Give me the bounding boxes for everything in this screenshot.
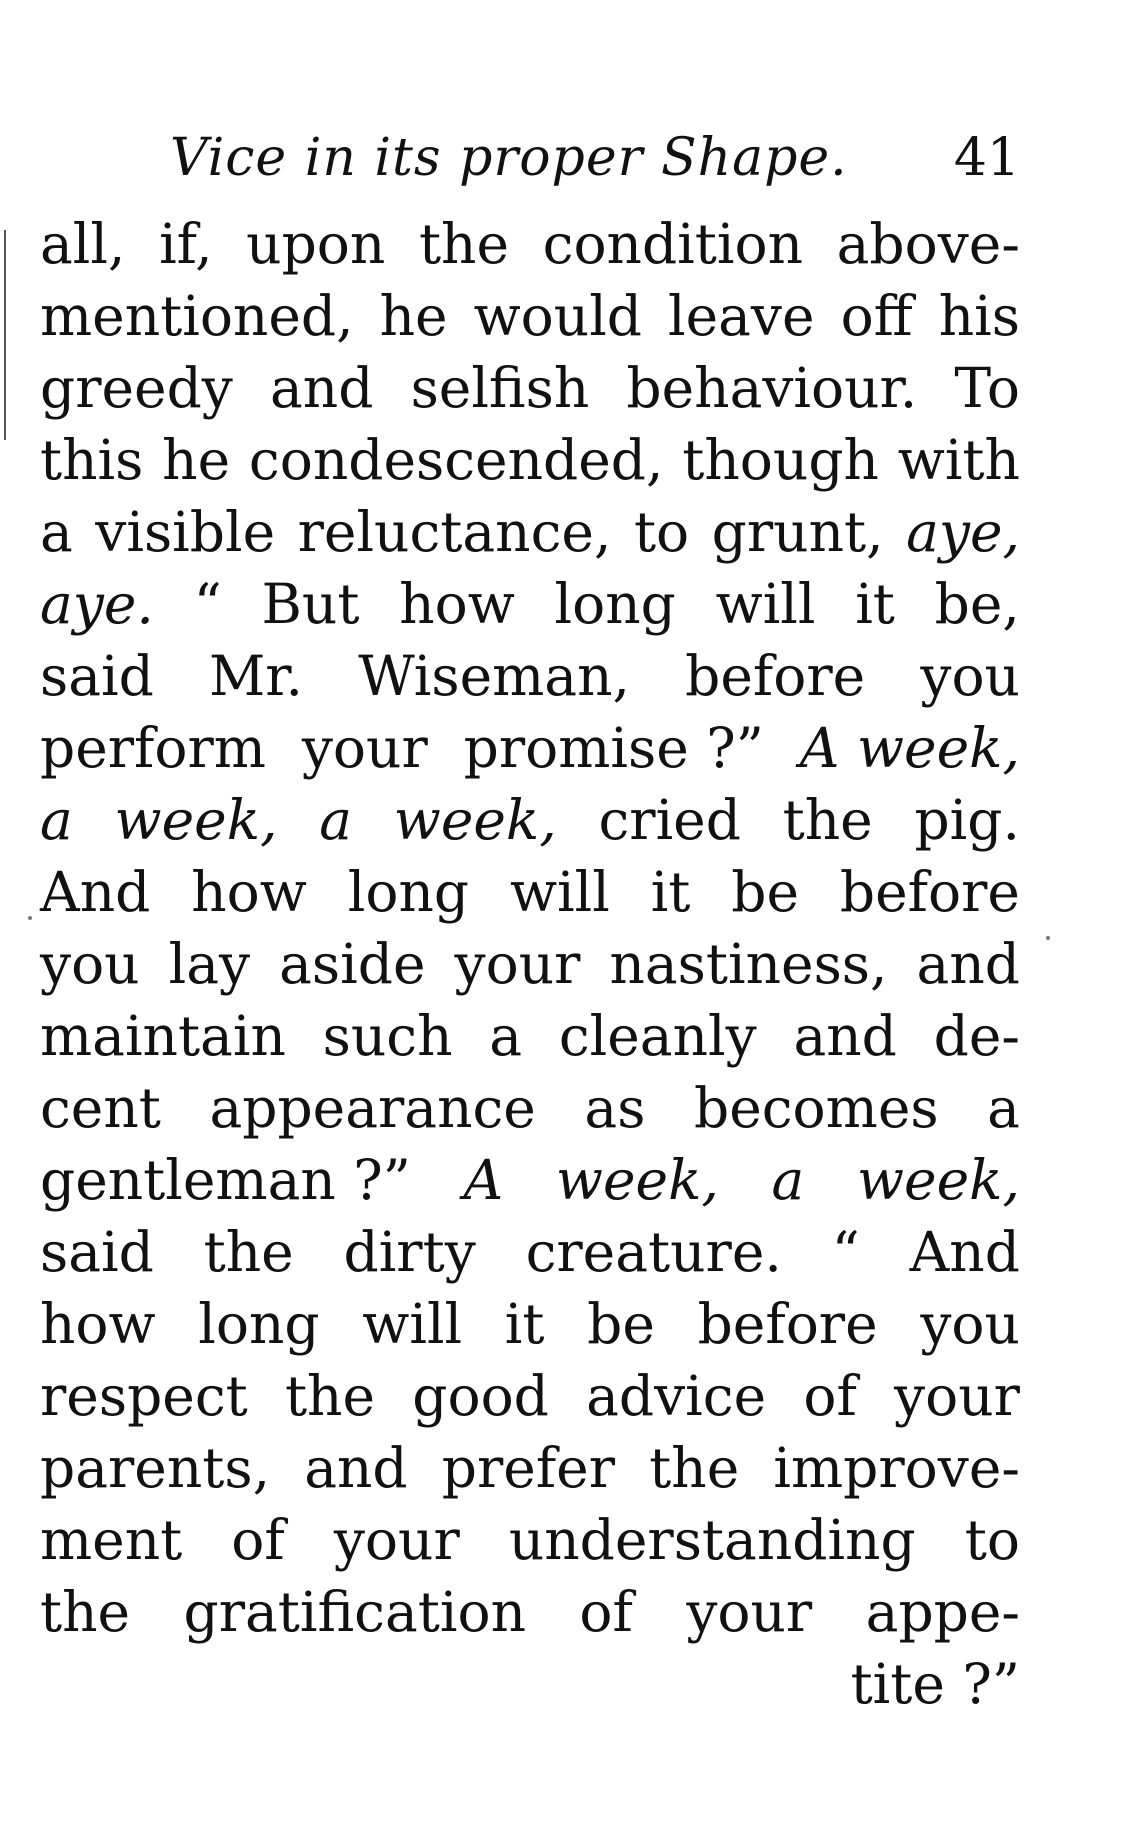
word: be [587, 1292, 655, 1356]
word: this [40, 428, 144, 492]
word: it [504, 1292, 545, 1356]
word: of [803, 1364, 857, 1428]
word: “ [831, 1220, 860, 1284]
word: ment [40, 1508, 183, 1572]
word: before [685, 644, 866, 708]
word: your [894, 1364, 1020, 1428]
text-line [40, 424, 1020, 496]
word-italic: week, [114, 788, 278, 852]
word: and [304, 1436, 408, 1500]
text-line [40, 352, 1020, 424]
body-text [40, 208, 1020, 1720]
word: promise ?” [463, 716, 764, 780]
word: dirty [343, 1220, 476, 1284]
text-line [40, 856, 1020, 928]
text-line [40, 640, 1020, 712]
word: he [379, 284, 448, 348]
word: mentioned, [40, 284, 354, 348]
word-italic: aye, [906, 500, 1020, 564]
word: would [473, 284, 642, 348]
text-line [40, 1072, 1020, 1144]
word: appearance [209, 1076, 536, 1140]
word: lay [168, 932, 251, 996]
text-line [40, 1216, 1020, 1288]
word-italic: week, [856, 1148, 1020, 1212]
word: long [198, 1292, 320, 1356]
word: the [782, 788, 873, 852]
word: will [715, 572, 816, 636]
word: off [840, 284, 913, 348]
word: pig. [914, 788, 1020, 852]
word: appe- [865, 1580, 1020, 1644]
word: grunt, [711, 500, 884, 564]
word: be [731, 860, 800, 924]
word: But [261, 572, 360, 636]
word-italic: week, [555, 1148, 719, 1212]
word-italic: a [771, 1148, 805, 1212]
word: of [579, 1580, 633, 1644]
word: the [418, 212, 510, 276]
text-line [40, 1360, 1020, 1432]
word: perform [40, 716, 266, 780]
word: improve- [773, 1436, 1020, 1500]
word: gratification [183, 1580, 526, 1644]
word-italic: a [319, 788, 353, 852]
word: condition [542, 212, 804, 276]
word: the [203, 1220, 294, 1284]
word: the [649, 1436, 740, 1500]
text-line [40, 1432, 1020, 1504]
word-italic: a [40, 788, 73, 852]
word: advice [586, 1364, 767, 1428]
word: if, [159, 212, 213, 276]
page-number: 41 [953, 128, 1020, 188]
word: and [916, 932, 1020, 996]
word: cleanly [558, 1004, 757, 1068]
word: becomes [694, 1076, 939, 1140]
running-title: Vice in its proper Shape. [170, 128, 848, 188]
word: a [489, 1004, 523, 1068]
word: such [322, 1004, 453, 1068]
word: selfish [410, 356, 590, 420]
word: behaviour. [626, 356, 918, 420]
word: reluctance, [297, 500, 612, 564]
word: cried [598, 788, 741, 852]
word-italic: A [463, 1148, 504, 1212]
text-line [40, 1576, 1020, 1648]
word: tite ?” [850, 1652, 1020, 1716]
word: parents, [40, 1436, 271, 1500]
word: respect [40, 1364, 248, 1428]
word: his [938, 284, 1020, 348]
word: to [633, 500, 690, 564]
word: To [954, 356, 1020, 420]
text-line [40, 1000, 1020, 1072]
word: to [964, 1508, 1020, 1572]
text-line [40, 280, 1020, 352]
word: it [855, 572, 895, 636]
text-line [40, 712, 1020, 784]
text-line [40, 1144, 1020, 1216]
word: And [40, 860, 151, 924]
word: a [40, 500, 73, 564]
word: he [162, 428, 231, 492]
word: with [897, 428, 1020, 492]
word: you [920, 644, 1020, 708]
word: long [347, 860, 470, 924]
word: maintain [40, 1004, 286, 1068]
word: be, [934, 572, 1020, 636]
word: upon [246, 212, 386, 276]
word: you [920, 1292, 1020, 1356]
word: will [509, 860, 610, 924]
text-line [40, 1504, 1020, 1576]
word-italic: aye. [40, 572, 154, 636]
word: your [454, 932, 581, 996]
word: gentleman ?” [40, 1148, 411, 1212]
word: “ [193, 572, 222, 636]
text-line [40, 784, 1020, 856]
word: aside [279, 932, 426, 996]
word: Mr. [208, 644, 304, 708]
word-italic: A week, [799, 716, 1020, 780]
word: de- [933, 1004, 1020, 1068]
word: and [270, 356, 374, 420]
word: nastiness, [609, 932, 888, 996]
word: understanding [508, 1508, 916, 1572]
stray-mark [1046, 936, 1050, 940]
word: how [40, 1292, 156, 1356]
text-line [40, 208, 1020, 280]
word: your [301, 716, 428, 780]
word: condescended, [248, 428, 664, 492]
word: it [650, 860, 691, 924]
word: a [987, 1076, 1020, 1140]
word: above- [836, 212, 1020, 276]
word: said [40, 644, 154, 708]
word: cent [40, 1076, 161, 1140]
word-italic: week, [393, 788, 557, 852]
word: before [839, 860, 1020, 924]
text-line [40, 928, 1020, 1000]
word: how [191, 860, 307, 924]
text-line [40, 1288, 1020, 1360]
word: said [40, 1220, 154, 1284]
word: long [554, 572, 676, 636]
word: creature. [525, 1220, 782, 1284]
text-line [40, 568, 1020, 640]
word: you [40, 932, 140, 996]
word: before [697, 1292, 878, 1356]
word: of [231, 1508, 285, 1572]
text-line [40, 1648, 1020, 1720]
word: leave [668, 284, 815, 348]
word: as [584, 1076, 646, 1140]
stray-mark [28, 916, 32, 920]
word: the [284, 1364, 376, 1428]
word: and [793, 1004, 897, 1068]
word: all, [40, 212, 126, 276]
word: how [399, 572, 515, 636]
word: though [682, 428, 879, 492]
word: your [686, 1580, 813, 1644]
word: And [909, 1220, 1020, 1284]
word: your [333, 1508, 460, 1572]
word: good [412, 1364, 549, 1428]
running-head [170, 118, 1020, 198]
word: will [362, 1292, 463, 1356]
word: visible [95, 500, 276, 564]
text-line [40, 496, 1020, 568]
word: Wiseman, [358, 644, 630, 708]
word: the [40, 1580, 131, 1644]
margin-rule [4, 230, 6, 440]
word: greedy [40, 356, 233, 420]
word: prefer [441, 1436, 616, 1500]
